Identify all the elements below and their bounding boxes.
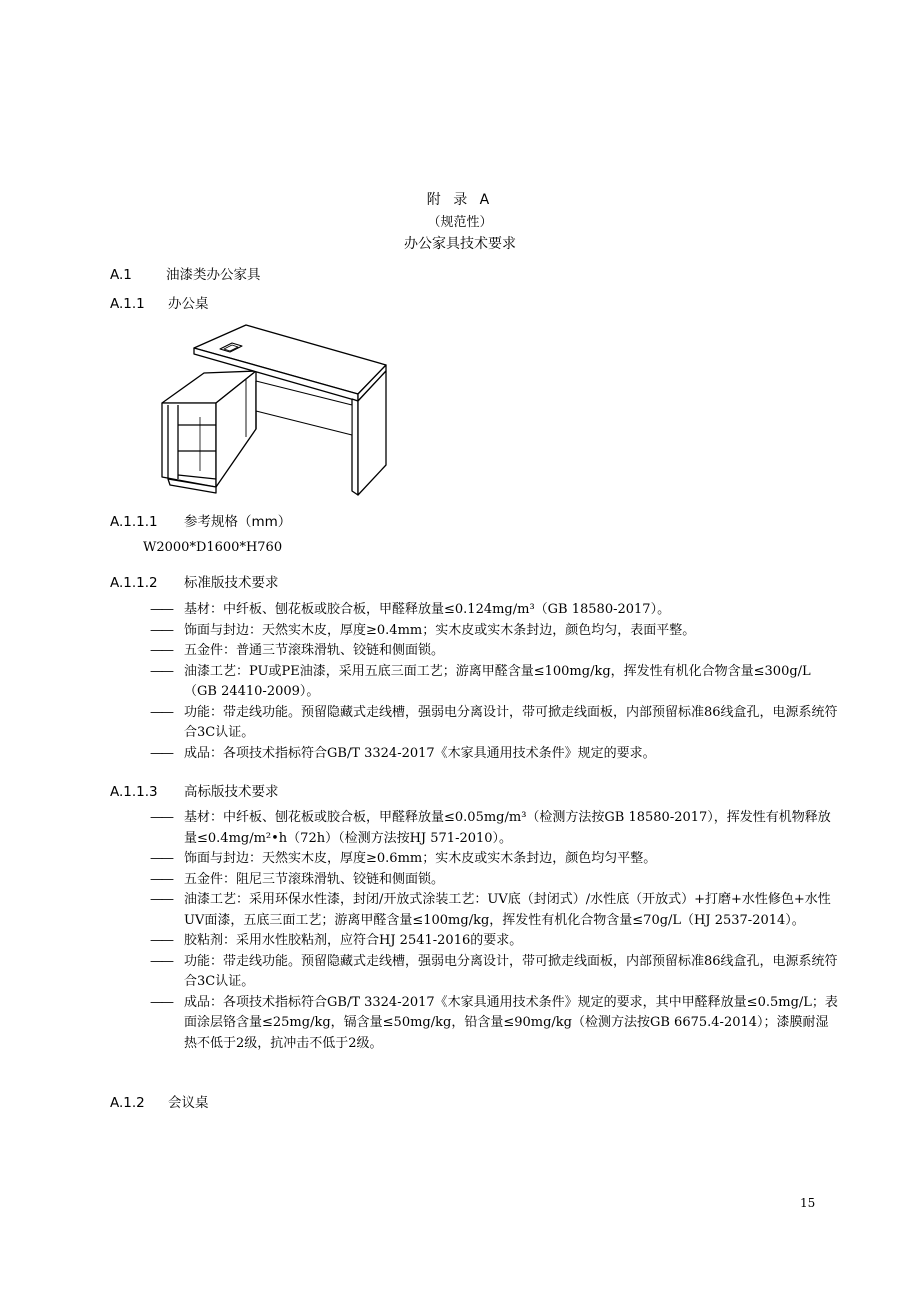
section-a112-heading [110, 571, 279, 591]
dash: —— [150, 851, 172, 866]
item-text: 油漆工艺：采用环保水性漆，封闭/开放式涂装工艺：UV底（封闭式）/水性底（开放式）+打磨+水性修色+水性UV面漆，五底三面工艺；游离甲醛含量≤100mg/kg，挥发性有机化合物含量≤70g/L（HJ 2537-2014）。 [184, 892, 831, 928]
section-title: 高标版技术要求 [184, 784, 279, 800]
premium-requirements-list [150, 808, 840, 1054]
list-item [150, 641, 840, 662]
section-title: 油漆类办公家具 [166, 267, 261, 283]
section-title: 会议桌 [168, 1095, 209, 1111]
dash: —— [150, 933, 172, 948]
list-item [150, 600, 840, 621]
dash: —— [150, 871, 172, 887]
office-desk-figure [158, 321, 390, 497]
item-text: 成品：各项技术指标符合GB/T 3324-2017《木家具通用技术条件》规定的要求。 [184, 745, 656, 761]
item-text: 五金件：阻尼三节滚珠滑轨、铰链和侧面锁。 [184, 871, 445, 887]
section-a12-heading [110, 1091, 209, 1111]
item-text: 胶粘剂：采用水性胶粘剂，应符合HJ 2541-2016的要求。 [184, 933, 523, 948]
list-item [150, 808, 840, 849]
list-item [150, 849, 840, 870]
standard-requirements-list [150, 600, 840, 764]
section-a111-heading [110, 510, 291, 530]
page-number: 15 [800, 1196, 816, 1210]
item-text: 成品：各项技术指标符合GB/T 3324-2017《木家具通用技术条件》规定的要求，其中甲醛释放量≤0.5mg/L；表面涂层铬含量≤25mg/kg，镉含量≤50mg/kg，铅含量≤90mg/kg（检测方法按GB 6675.4-2014）；漆膜耐湿热不低于2级，抗冲击不低于2级。 [184, 994, 838, 1051]
dash: —— [150, 643, 172, 658]
dash: —— [150, 622, 172, 638]
section-number: A.1.1.1 [110, 514, 158, 530]
office-desk-drawing [158, 321, 390, 497]
item-text: 油漆工艺：PU或PE油漆，采用五底三面工艺；游离甲醛含量≤100mg/kg，挥发性有机化合物含量≤300g/L（GB 24410-2009）。 [184, 663, 811, 699]
list-item [150, 931, 840, 952]
dash: —— [150, 602, 172, 617]
list-item [150, 703, 840, 744]
item-text: 五金件：普通三节滚珠滑轨、铰链和侧面锁。 [184, 643, 445, 658]
dash: —— [150, 892, 172, 907]
list-item [150, 662, 840, 703]
section-number: A.1.2 [110, 1095, 145, 1111]
list-item [150, 890, 840, 931]
item-text: 功能：带走线功能。预留隐藏式走线槽，强弱电分离设计，带可掀走线面板，内部预留标准86线盒孔，电源系统符合3C认证。 [184, 953, 838, 989]
list-item [150, 952, 840, 993]
section-a11-heading [110, 292, 209, 312]
section-number: A.1.1.3 [110, 784, 158, 800]
section-number: A.1 [110, 267, 132, 283]
appendix-subtitle: （规范性） [427, 215, 493, 230]
section-number: A.1.1 [110, 296, 145, 312]
dash: —— [150, 704, 172, 720]
dash: —— [150, 953, 172, 969]
section-title: 标准版技术要求 [184, 575, 279, 591]
list-item [150, 744, 840, 765]
section-a113-heading [110, 780, 279, 800]
appendix-title: 附 录 A [426, 192, 494, 208]
dash: —— [150, 810, 172, 825]
list-item [150, 621, 840, 642]
item-text: 功能：带走线功能。预留隐藏式走线槽，强弱电分离设计，带可掀走线面板，内部预留标准86线盒孔，电源系统符合3C认证。 [184, 704, 838, 740]
appendix-heading: 办公家具技术要求 [404, 236, 516, 252]
item-text: 基材：中纤板、刨花板或胶合板，甲醛释放量≤0.124mg/m³（GB 18580-2017）。 [184, 602, 671, 617]
item-text: 饰面与封边：天然实木皮，厚度≥0.4mm；实木皮或实木条封边，颜色均匀，表面平整。 [184, 622, 696, 638]
item-text: 饰面与封边：天然实木皮，厚度≥0.6mm；实木皮或实木条封边，颜色均匀平整。 [184, 851, 657, 866]
item-text: 基材：中纤板、刨花板或胶合板，甲醛释放量≤0.05mg/m³（检测方法按GB 18580-2017），挥发性有机物释放量≤0.4mg/m²•h（72h）（检测方法按HJ 571-2010）。 [184, 810, 831, 846]
spec-value: W2000*D1600*H760 [143, 540, 283, 555]
dash: —— [150, 745, 172, 761]
dash: —— [150, 663, 172, 679]
list-item [150, 993, 840, 1055]
section-title: 办公桌 [168, 296, 209, 312]
dash: —— [150, 994, 172, 1010]
section-title: 参考规格（mm） [184, 514, 292, 530]
section-a1-heading [110, 263, 261, 283]
section-number: A.1.1.2 [110, 575, 158, 591]
list-item [150, 870, 840, 891]
